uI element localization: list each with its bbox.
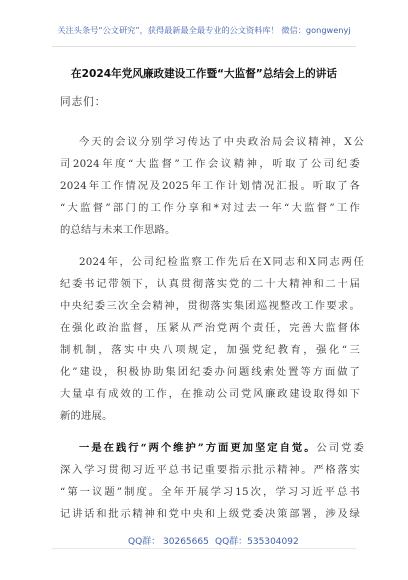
- paragraph-2-line: 中央纪委三次全会精神，贯彻落实集团巡视整改工作要求。: [60, 300, 360, 312]
- paragraph-3-lead: 一是在践行“两个维护”方面更加坚定自觉。: [79, 442, 317, 454]
- paragraph-3-line: 记讲话和批示精神和党中央和上级党委决策部署，涉及绿: [60, 508, 360, 520]
- paragraph-1-line: 今天的会议分别学习传达了中央政治局会议精神，X公: [79, 136, 364, 148]
- paragraph-2-line: 2024年，公司纪检监察工作先后在X同志和X同志两任: [79, 256, 364, 268]
- paragraph-2-line: 化”建设，积极协助集团纪委办问题线索处置等方面做了: [60, 366, 360, 378]
- paragraph-2-line: 在强化政治监督，压紧从严治党两个责任，完善大监督体: [60, 322, 360, 334]
- paragraph-3-line: 深入学习贯彻习近平总书记重要指示批示精神。严格落实: [60, 464, 360, 476]
- footer-qq-group-2: QQ群：535304092: [215, 537, 299, 547]
- paragraph-3-lead-rest: 公司党委: [316, 442, 364, 454]
- paragraph-2-line: 制机制，落实中央八项规定，加强党纪教育，强化“三: [60, 344, 360, 356]
- paragraph-2-line: 纪委书记带领下，认真贯彻落实党的二十大精神和二十届: [60, 278, 360, 290]
- paragraph-2-line: 大量卓有成效的工作，在推动公司党风廉政建设取得如下: [60, 388, 360, 400]
- footer-qq-group-1: QQ群： 30265665: [128, 537, 209, 547]
- paragraph-1-line: 2024年工作情况及2025年工作计划情况汇报。听取了各: [60, 180, 360, 192]
- header-divider: [52, 46, 356, 47]
- paragraph-3-lead-line: [79, 439, 364, 454]
- salutation: 同志们：: [60, 96, 107, 108]
- footer-divider: [52, 548, 356, 549]
- paragraph-2-line: 新的进展。: [60, 410, 113, 422]
- paragraph-1-line: 司2024年度“大监督”工作会议精神，听取了公司纪委: [60, 158, 360, 170]
- header-note: 关注头条号“公文研究”，获得最新最全最专业的公文资料库！ 微信：gongwenyj: [57, 25, 351, 35]
- paragraph-1-line: “大监督”部门的工作分享和*对过去一年“大监督”工作: [60, 202, 360, 214]
- paragraph-3-line: “第一议题”制度。全年开展学习15次，学习习近平总书: [60, 486, 360, 498]
- paragraph-1-line: 的总结与未来工作思路。: [60, 224, 176, 236]
- document-title: 在2024年党风廉政建设工作暨“大监督”总结会上的讲话: [71, 68, 337, 80]
